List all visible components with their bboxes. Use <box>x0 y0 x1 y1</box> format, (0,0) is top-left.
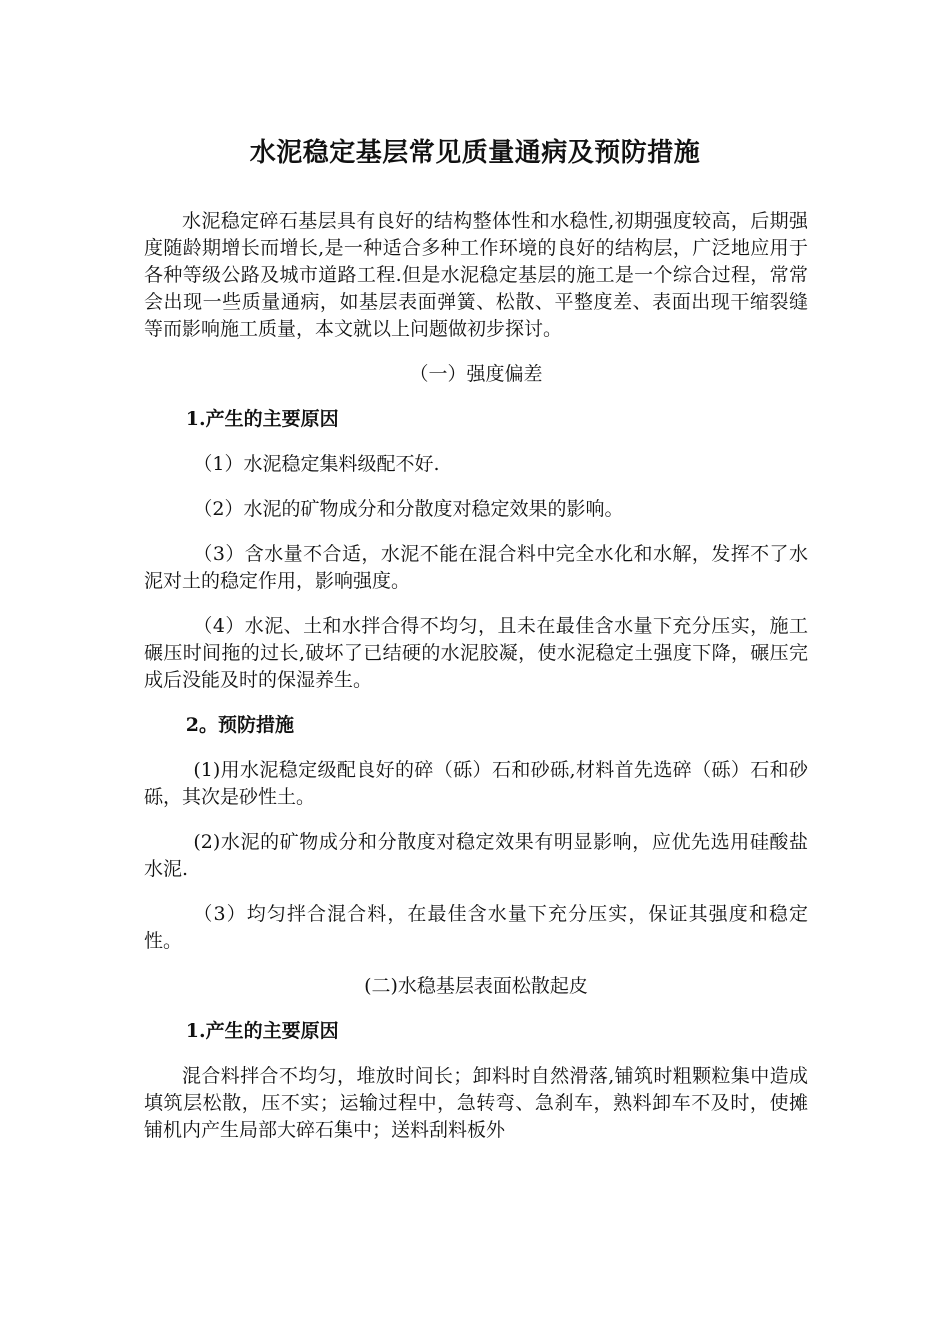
cause-item: （4）水泥、土和水拌合得不均匀，且未在最佳含水量下充分压实，施工碾压时间拖的过长,破坏了已结硬的水泥胶凝，使水泥稳定土强度下降，碾压完成后没能及时的保湿养生。 <box>144 615 808 691</box>
prevention-item: (2)水泥的矿物成分和分散度对稳定效果有明显影响，应优先选用硅酸盐水泥. <box>144 831 808 880</box>
causes-heading: 1.产生的主要原因 <box>185 1020 339 1042</box>
intro-paragraph: 水泥稳定碎石基层具有良好的结构整体性和水稳性,初期强度较高，后期强度随龄期增长而增长,是一种适合多种工作环境的良好的结构层，广泛地应用于各种等级公路及城市道路工程.但是水泥稳定基层的施工是一个综合过程，常常会出现一些质量通病，如基层表面弹簧、松散、平整度差、表面出现干缩裂缝等而影响施工质量，本文就以上问题做初步探讨。 <box>144 210 808 340</box>
section-heading-loose-surface: (二)水稳基层表面松散起皮 <box>364 975 588 997</box>
section-heading-strength: （一）强度偏差 <box>409 363 543 385</box>
prevention-heading: 2。预防措施 <box>185 714 295 736</box>
causes-paragraph: 混合料拌合不均匀，堆放时间长；卸料时自然滑落,铺筑时粗颗粒集中造成填筑层松散，压不实；运输过程中，急转弯、急刹车，熟料卸车不及时，使摊铺机内产生局部大碎石集中；送料刮料板外 <box>144 1065 808 1141</box>
document-body <box>144 208 808 1162</box>
document-title: 水泥稳定基层常见质量通病及预防措施 <box>249 138 701 168</box>
causes-heading: 1.产生的主要原因 <box>185 408 339 430</box>
cause-item: （3）含水量不合适，水泥不能在混合料中完全水化和水解，发挥不了水泥对土的稳定作用，影响强度。 <box>144 543 808 592</box>
cause-item: （1）水泥稳定集料级配不好. <box>193 453 440 475</box>
prevention-item: （3）均匀拌合混合料，在最佳含水量下充分压实，保证其强度和稳定性。 <box>144 903 808 952</box>
prevention-item: (1)用水泥稳定级配良好的碎（砾）石和砂砾,材料首先选碎（砾）石和砂砾，其次是砂性土。 <box>144 759 808 808</box>
cause-item: （2）水泥的矿物成分和分散度对稳定效果的影响。 <box>193 498 624 520</box>
